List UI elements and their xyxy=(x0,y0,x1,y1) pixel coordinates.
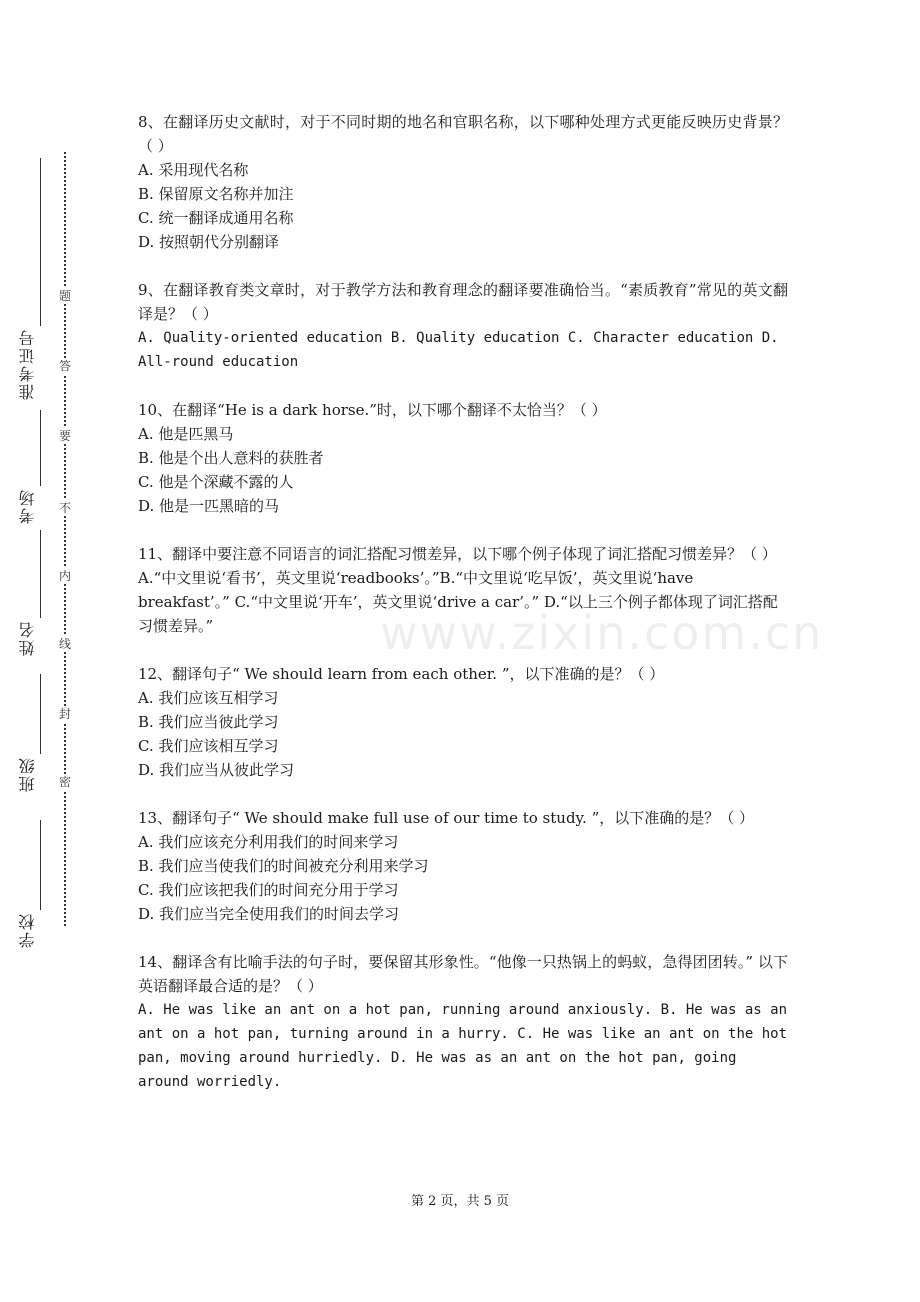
question-list xyxy=(138,110,788,1118)
seal-word: 封 xyxy=(56,706,74,722)
question-stem: 10、在翻译“He is a dark horse.”时，以下哪个翻译不太恰当？（ ） xyxy=(138,401,607,419)
class-label: 班级 xyxy=(18,756,37,792)
option-c: C. 他是个深藏不露的人 xyxy=(138,473,294,491)
name-line xyxy=(40,530,41,618)
question-stem: 9、在翻译教育类文章时，对于教学方法和教育理念的翻译要准确恰当。“素质教育”常见的英文翻译是？（ ） xyxy=(138,281,788,323)
question-stem: 14、翻译含有比喻手法的句子时，要保留其形象性。“他像一只热锅上的蚂蚁，急得团团转。” 以下英语翻译最合适的是？（ ） xyxy=(138,953,788,995)
option-c: C. 我们应该相互学习 xyxy=(138,737,279,755)
exam-room-line xyxy=(40,410,41,486)
seal-word: 题 xyxy=(56,288,74,304)
option-b: B. 我们应当使我们的时间被充分利用来学习 xyxy=(138,857,429,875)
exam-number-line xyxy=(40,158,41,326)
option-d: D. 我们应当完全使用我们的时间去学习 xyxy=(138,905,400,923)
question-9 xyxy=(138,278,788,374)
watermark: www.zixin.com.cn xyxy=(380,606,824,660)
inline-options: A. He was like an ant on a hot pan, running around anxiously. B. He was as an ant on a hot pan, turning around in a hurry. C. He was like an ant on the hot pan, moving around hurriedly. D. He was as an ant on the hot pan, going around worriedly. xyxy=(138,1002,788,1090)
question-10 xyxy=(138,398,788,518)
option-a: A. 我们应该互相学习 xyxy=(138,689,279,707)
option-b: B. 我们应当彼此学习 xyxy=(138,713,279,731)
seal-word: 要 xyxy=(56,428,74,444)
option-d: D. 按照朝代分别翻译 xyxy=(138,233,280,251)
question-11 xyxy=(138,542,788,638)
binding-margin xyxy=(0,0,110,1302)
option-c: C. 统一翻译成通用名称 xyxy=(138,209,294,227)
seal-word: 不 xyxy=(56,500,74,516)
seal-dotted-line xyxy=(64,152,66,926)
option-d: D. 我们应当从彼此学习 xyxy=(138,761,295,779)
option-b: B. 保留原文名称并加注 xyxy=(138,185,294,203)
question-12 xyxy=(138,662,788,782)
class-line xyxy=(40,674,41,754)
seal-word: 内 xyxy=(56,568,74,584)
name-label: 姓名 xyxy=(18,620,37,656)
seal-word: 线 xyxy=(56,636,74,652)
inline-options: A. Quality-oriented education B. Quality education C. Character education D. All-round education xyxy=(138,330,779,370)
question-stem: 12、翻译句子“ We should learn from each other. ”，以下准确的是？（ ） xyxy=(138,665,665,683)
option-c: C. 我们应该把我们的时间充分用于学习 xyxy=(138,881,399,899)
inline-options: A.“中文里说‘看书’，英文里说‘readbooks’。”B.“中文里说‘吃早饭’，英文里说‘have breakfast’。” C.“中文里说‘开车’，英文里说‘drive a car’。” D.“以上三个例子都体现了词汇搭配习惯差异。” xyxy=(138,569,778,635)
seal-word: 密 xyxy=(56,774,74,790)
question-8 xyxy=(138,110,788,254)
exam-room-label: 考场 xyxy=(18,488,37,524)
question-stem: 8、在翻译历史文献时，对于不同时期的地名和官职名称，以下哪种处理方式更能反映历史背景？（ ） xyxy=(138,113,788,155)
page-footer: 第 2 页，共 5 页 xyxy=(410,1194,510,1209)
question-stem: 13、翻译句子“ We should make full use of our time to study. ”，以下准确的是？（ ） xyxy=(138,809,755,827)
school-label: 学校 xyxy=(18,912,37,948)
option-a: A. 采用现代名称 xyxy=(138,161,249,179)
option-b: B. 他是个出人意料的获胜者 xyxy=(138,449,324,467)
school-line xyxy=(40,820,41,910)
question-stem: 11、翻译中要注意不同语言的词汇搭配习惯差异，以下哪个例子体现了词汇搭配习惯差异？（ ） xyxy=(138,545,777,563)
option-a: A. 他是匹黑马 xyxy=(138,425,234,443)
seal-word: 答 xyxy=(56,358,74,374)
option-d: D. 他是一匹黑暗的马 xyxy=(138,497,280,515)
question-14 xyxy=(138,950,788,1094)
exam-number-label: 准考证号 xyxy=(18,328,37,400)
option-a: A. 我们应该充分利用我们的时间来学习 xyxy=(138,833,399,851)
question-13 xyxy=(138,806,788,926)
